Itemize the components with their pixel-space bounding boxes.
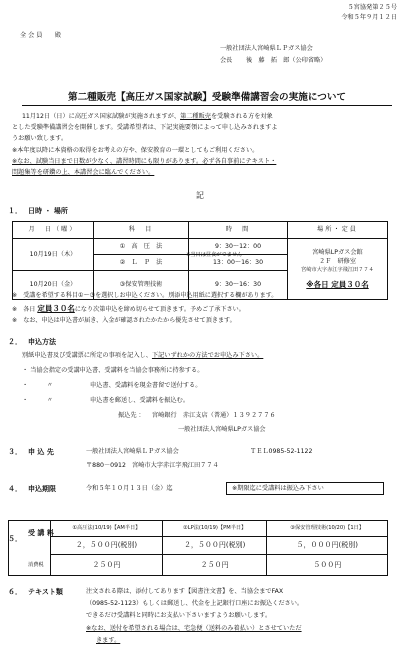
page-title: 第二種販売【高圧ガス国家試験】受験準備講習会の実施について — [22, 92, 392, 106]
section-4-label: 申込期限 — [28, 485, 56, 493]
document-number: ５宮協発第２５号 — [347, 4, 397, 11]
president-title: 会長 — [220, 57, 233, 64]
intro-line-1: 11月12日（日）に高圧ガス国家試験が実施されますが、第二種販売を受験される方を対象 — [22, 113, 273, 120]
text-line-1: 注文される際は、添付してあります【図書注文書】を、当協会までFAX — [86, 588, 284, 595]
s1-note-3: ※ なお、申込は申込書が届き、入金が確認されたかたから優先させて頂きます。 — [12, 317, 236, 324]
text-line-5: きます。 — [96, 637, 121, 644]
applicant-address: 〒880－0912 宮崎市大字赤江字飛江田７７４ — [86, 462, 219, 469]
intro-note-2a: ※なお、試験当日まで日数が少なく、講習時間にも限りがあります。必ず各自事前にテキスト・ — [12, 158, 277, 165]
section-1-label: 日時 ・ 場所 — [28, 207, 68, 215]
ki-label: 記 — [196, 191, 204, 200]
date-cell: 10月19日（木） — [13, 239, 94, 271]
section-1-number: １． — [8, 207, 22, 215]
tax-label: 消費税 — [28, 562, 44, 568]
fee-2: ２，５００円(税別) — [162, 537, 267, 555]
s1-note-1: ※ 受講を希望する科目①～③を選択しお申込ください。別添申込用紙に選択する欄があります。 — [12, 292, 278, 299]
president-name: 後 藤 拓 郎（公印省略） — [246, 57, 327, 64]
capacity-note: ※各日 定員３０名 — [306, 279, 369, 289]
tax-1: ２５０円 — [51, 555, 163, 576]
table-row — [51, 537, 388, 555]
deadline-note: ※期限迄に受講料は振込み下さい — [232, 485, 324, 492]
bank-account-name: 一般社団法人宮崎県LPガス協会 — [178, 426, 266, 433]
applicant-tel: ＴＥＬ0985-52-1122 — [250, 448, 313, 455]
applicant-org: 一般社団法人宮崎県ＬＰガス協会 — [86, 448, 179, 455]
col-venue: 場所・定員 — [288, 222, 388, 239]
section-2-label: 申込方法 — [28, 338, 56, 346]
bank-account: 宮崎銀行 赤江支店（普通）１３９２７７６ — [152, 412, 276, 419]
schedule-header-row — [13, 222, 388, 239]
col-time: 時 間 — [189, 222, 288, 239]
subject-cell: ③保安管理技術 — [94, 271, 189, 300]
no-lunch-note: ※当日は昼食がでません — [186, 252, 243, 258]
fee-1: ２，５００円(税別) — [51, 537, 163, 555]
bank-label: 振込先 ： — [118, 412, 145, 419]
text-line-4: ※なお、送付を希望される場合は、宅急便（送料のみ着払い）とさせていただ — [86, 625, 302, 632]
s2-intro: 別紙申込書及び受講票に所定の事項を記入し、下記いずれかの方法でお申込み下さい。 — [22, 352, 264, 359]
method-2: ・ 〃 申込書、受講料を現金書留で送付する。 — [22, 382, 202, 389]
deadline: 令和５年１０月１３日（金）迄 — [86, 485, 173, 492]
intro-line-2: とした受験準備講習会を開催します。受講希望者は、下記実施要領によって申し込みされますよ — [12, 124, 278, 131]
section-3-label: 申 込 先 — [28, 448, 54, 456]
schedule-table — [12, 221, 388, 300]
time-cell: 9：30～12：00 — [189, 239, 288, 255]
section-5-label: 受 講 料 — [28, 529, 54, 537]
fee-head-1: ①高圧法(10/19)【AM半日】 — [51, 521, 163, 537]
table-row — [51, 555, 388, 576]
issue-date: 令和５年９月１２日 — [341, 14, 397, 21]
subject-cell: ② Ｌ Ｐ 法 — [94, 255, 189, 271]
section-3-number: ３． — [8, 448, 22, 456]
section-6-number: ６． — [8, 588, 22, 596]
intro-note-1: ※本年度以降に本資格の取得をお考えの方や、保安教育の一環としてもご利用ください。 — [12, 147, 259, 154]
col-subject: 科 目 — [94, 222, 189, 239]
fee-table — [50, 520, 388, 576]
section-6-label: テキスト類 — [28, 588, 63, 596]
method-3: ・ 〃 申込書を郵送し、受講料を振込む。 — [22, 397, 190, 404]
date-cell: 10月20日（金） — [13, 271, 94, 300]
issuing-org: 一般社団法人宮崎県ＬＰガス協会 — [220, 45, 313, 52]
section-2-number: ２． — [8, 338, 22, 346]
recipient: 全 会 員 殿 — [20, 32, 62, 39]
method-1: ・ 当協会指定の受講申込書、受講料を当協会事務所に持参する。 — [22, 367, 204, 374]
time-cell: 9：30～16：30 — [189, 271, 288, 300]
venue-cell: 宮崎県LPガス会館 ２Ｆ 研修室 宮崎市大字赤江字飛江田７７４ ※各日 定員３０名 — [288, 239, 388, 300]
section-4-number: ４． — [8, 485, 22, 493]
text-line-2: （0985-52-1123）もしくは郵送し、代金を上記銀行口座にお振込ください。 — [86, 600, 304, 607]
fee-3: ５，０００円(税別) — [267, 537, 388, 555]
subject-cell: ① 高 圧 法 — [94, 239, 189, 255]
intro-line-3: うお願い致します。 — [12, 135, 68, 142]
s1-note-2: ※ 各日 定員３０名になり次第申込を締め切らせて頂きます。予めご了承下さい。 — [12, 304, 245, 313]
time-cell: 13：00～16：30 — [189, 255, 288, 271]
section-5-number: ５． — [8, 535, 22, 543]
tax-3: ５００円 — [267, 555, 388, 576]
col-date: 月 日（曜） — [13, 222, 94, 239]
fee-head-3: ③保安管理技術(10/20)【1日】 — [267, 521, 388, 537]
fee-head-2: ②LP法(10/19)【PM半日】 — [162, 521, 267, 537]
tax-2: ２５０円 — [162, 555, 267, 576]
text-line-3: できるだけ受講料と同時にお支払い下さいますようお願いします。 — [86, 612, 272, 619]
intro-note-2b: 問題集等を研鑽の上、本講習会に臨んでください。 — [12, 169, 155, 176]
fee-header-row — [51, 521, 388, 537]
